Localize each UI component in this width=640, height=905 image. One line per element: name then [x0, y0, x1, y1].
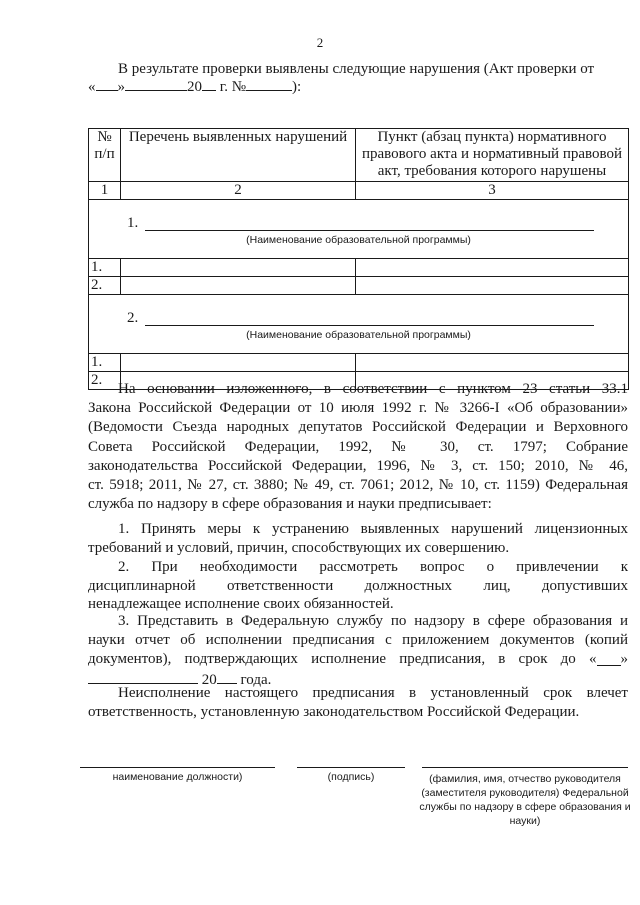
program-row — [89, 200, 629, 259]
basis-line: служба по надзору в сфере образования и науки предписывает: — [88, 496, 492, 513]
year-prefix: 20 — [187, 79, 202, 95]
violation-cell — [121, 259, 356, 277]
row-number: 1. — [89, 354, 121, 372]
column-numbers-row — [89, 182, 629, 200]
full-name-signature-line — [422, 767, 628, 768]
table-header-row — [89, 129, 629, 182]
program-number: 2. — [127, 310, 139, 326]
basis-line: ст. 5918; 2011, № 27, ст. 3880; № 49, ст. 7061; 2012, № 10, ст. 1159) Федеральная — [88, 477, 628, 494]
program-caption: (Наименование образовательной программы) — [246, 234, 471, 246]
program-caption: (Наименование образовательной программы) — [246, 329, 471, 341]
legal-act-cell — [356, 354, 629, 372]
basis-paragraph — [88, 380, 628, 514]
year-suffix: г. № — [219, 79, 247, 95]
year-blank — [202, 90, 216, 91]
item-line: 1. Принять меры к устранению выявленных нарушений лицензионных — [118, 521, 628, 537]
basis-line: (Ведомости Съезда народных депутатов Российской Федерации и Верховного — [88, 419, 628, 436]
item-line: 2. При необходимости рассмотреть вопрос о привлечении к — [118, 559, 628, 575]
table-row — [89, 277, 629, 295]
deadline-month-blank — [88, 668, 198, 684]
warning-line: ответственность, установленную законодательством Российской Федерации. — [88, 704, 580, 720]
warning-line: Неисполнение настоящего предписания в установленный срок влечет — [118, 685, 628, 701]
basis-line: Закона Российской Федерации от 10 июля 1992 г. № 3266-I «Об образовании» — [88, 400, 628, 417]
deadline-day-blank — [597, 650, 621, 666]
row-number: 2. — [89, 372, 121, 390]
month-blank — [125, 90, 187, 91]
program-number: 1. — [127, 215, 139, 231]
violation-cell — [121, 354, 356, 372]
act-number-blank — [246, 90, 292, 91]
position-signature-line — [80, 767, 275, 768]
quote-open: « — [88, 79, 96, 95]
header-legal-act: Пункт (абзац пункта) нормативного правового акта и нормативный правовой акт, требования которого нарушены — [356, 129, 629, 182]
item-line: 3. Представить в Федеральную службу по надзору в сфере образования и — [118, 613, 628, 629]
day-blank — [96, 90, 118, 91]
legal-act-cell — [356, 259, 629, 277]
row-number: 2. — [89, 277, 121, 295]
full-name-caption: (фамилия, имя, отчество руководителя (заместителя руководителя) Федеральной службы по надзору в сфере образования и науки) — [419, 773, 631, 827]
inspection-act-reference — [88, 78, 628, 96]
intro-text: В результате проверки выявлены следующие нарушения (Акт проверки от — [118, 61, 595, 77]
header-number: № п/п — [89, 129, 121, 182]
deadline-year-blank — [217, 668, 237, 684]
signature-caption: (подпись) — [327, 771, 375, 783]
quote-close: » — [117, 79, 125, 95]
page-number: 2 — [316, 35, 324, 50]
violation-cell — [121, 277, 356, 295]
violations-table — [88, 128, 629, 390]
basis-line: На основании изложенного, в соответствии с пунктом 23 статьи 33.1 — [118, 381, 628, 397]
header-violations: Перечень выявленных нарушений — [121, 129, 356, 182]
deadline-year-prefix: 20 — [201, 672, 217, 689]
position-caption: наименование должности) — [112, 771, 243, 783]
table-row — [89, 259, 629, 277]
legal-act-cell — [356, 277, 629, 295]
item-line: документов), подтверждающих исполнение предписания, в срок до « » — [88, 650, 628, 667]
col-number-1: 1 — [89, 182, 121, 200]
item-line: ненадлежащее исполнение своих обязанностей. — [88, 596, 394, 612]
program-name-line — [145, 230, 594, 231]
warning-paragraph — [88, 684, 628, 722]
col-number-3: 3 — [356, 182, 629, 200]
item-2 — [88, 558, 628, 614]
basis-line: Совета Российской Федерации, 1992, № 30, ст. 1797; Собрание — [88, 438, 628, 455]
deadline-year-suffix: года. — [240, 672, 272, 689]
program-name-line — [145, 325, 594, 326]
item-1 — [88, 520, 628, 558]
row-number: 1. — [89, 259, 121, 277]
table-row — [89, 354, 629, 372]
item-line: науки отчет об исполнении предписания с приложением документов (копий — [88, 631, 628, 648]
item-line: требований и условий, причин, способствующих их совершению. — [88, 540, 510, 557]
basis-line: законодательства Российской Федерации, 1996, № 3, ст. 150; 2010, № 46, — [88, 457, 628, 474]
item-line: дисциплинарной ответственности должностных лиц, допустивших — [88, 577, 628, 594]
item-3 — [88, 612, 628, 690]
program-row — [89, 295, 629, 354]
intro-close: ): — [292, 79, 302, 95]
signature-line — [297, 767, 405, 768]
col-number-2: 2 — [121, 182, 356, 200]
